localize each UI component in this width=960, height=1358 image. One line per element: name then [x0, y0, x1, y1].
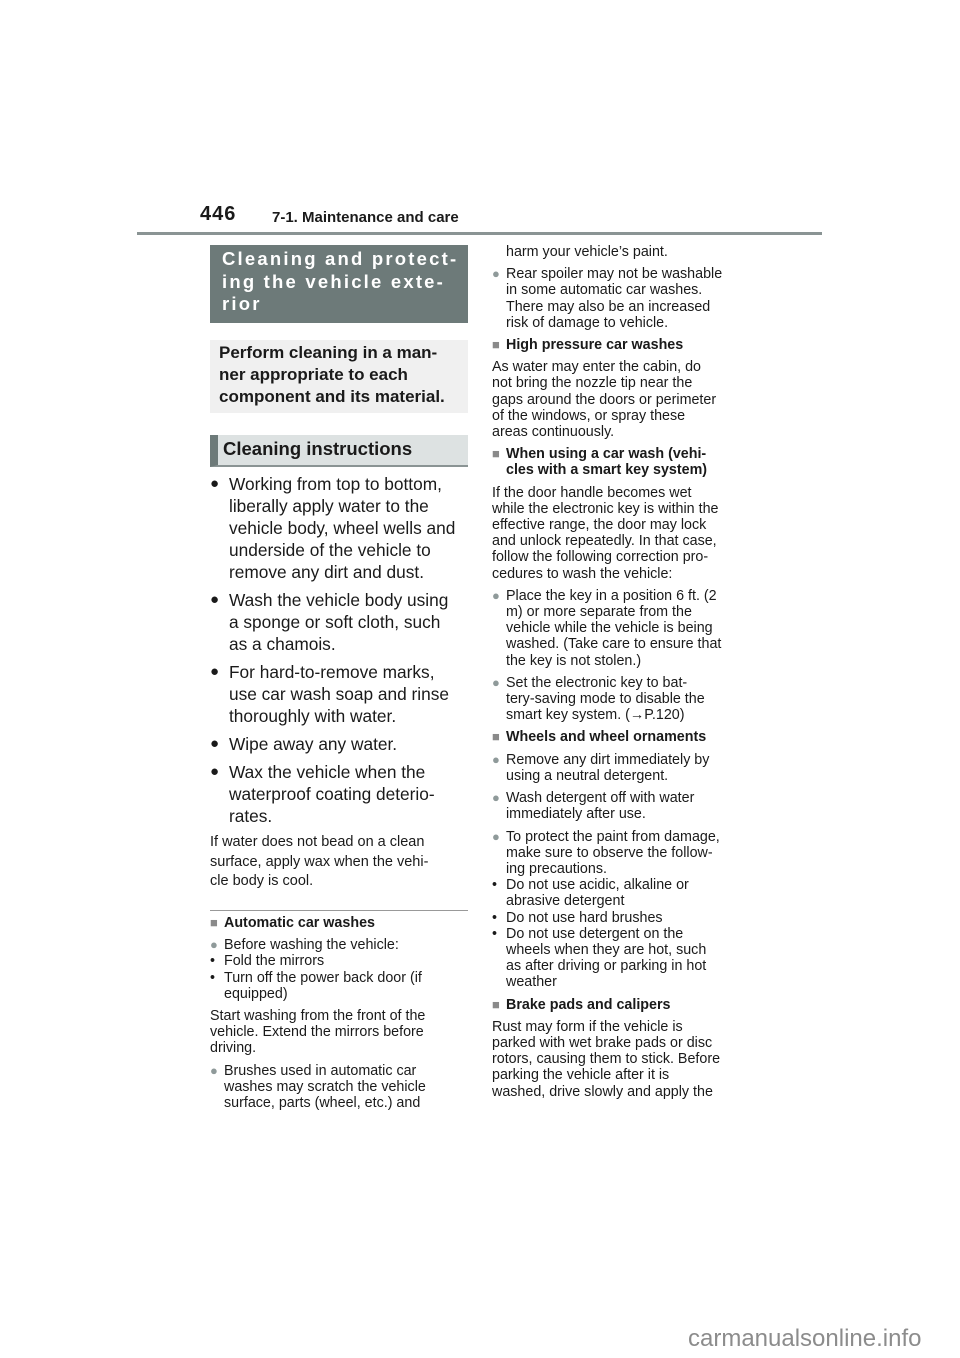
subheading-wheels: ■ Wheels and wheel ornaments — [492, 729, 707, 746]
page-reference-link: Set the electronic key to bat- tery-saving mode to disable the smart key system. (→P.120) — [506, 674, 705, 724]
dot-icon: • — [492, 877, 498, 894]
subheading-automatic-car-washes: ■ Automatic car washes — [210, 915, 375, 931]
paragraph: If the door handle becomes wet while the electronic key is within the effective range, the door may lock and unlock repeatedly. In that case, follow the following correction pro- cedures to wash the vehicle: — [492, 484, 719, 582]
dot-icon: • — [210, 953, 216, 970]
bullet-icon: ● — [210, 937, 218, 953]
left-column-body — [210, 915, 472, 1117]
bullet-icon: ● — [210, 663, 220, 680]
square-icon: ■ — [492, 446, 500, 462]
list-item: ● Wash detergent off with water immediately after use. — [492, 790, 695, 823]
bullet-icon: ● — [210, 1062, 218, 1078]
list-item: ● Brushes used in automatic car washes may scratch the vehicle surface, parts (wheel, etc.) and — [210, 1062, 426, 1112]
bullet-icon: ● — [492, 828, 500, 844]
page-number: 446 — [200, 203, 237, 225]
subheading-high-pressure: ■ High pressure car washes — [492, 337, 684, 354]
square-icon: ■ — [210, 915, 218, 930]
list-item: ● To protect the paint from damage, make sure to observe the follow- ing precautions. — [492, 828, 720, 877]
square-icon: ■ — [492, 996, 500, 1012]
dash-item: • Fold the mirrors — [210, 953, 325, 970]
dot-icon: • — [492, 925, 498, 942]
list-item: ● Wash the vehicle body using a sponge or soft cloth, such as a chamois. — [210, 590, 449, 654]
bullet-icon: ● — [492, 674, 500, 690]
bullet-icon: ● — [492, 587, 500, 603]
header-rule — [137, 232, 822, 235]
bullet-icon: ● — [210, 735, 220, 752]
bullet-icon: ● — [492, 751, 500, 767]
list-item: ● Rear spoiler may not be washable in some automatic car washes. There may also be an increased risk of damage to vehicle. — [492, 266, 723, 331]
bullet-icon: ● — [210, 591, 220, 608]
bullet-icon: ● — [492, 790, 500, 806]
list-item: ● Remove any dirt immediately by using a neutral detergent. — [492, 751, 710, 784]
list-item: ● Wipe away any water. — [210, 734, 398, 754]
list-item — [492, 675, 754, 724]
subheading-smart-key: ■ When using a car wash (vehi- cles with a smart key system) — [492, 446, 708, 479]
paragraph: harm your vehicle’s paint. — [506, 244, 668, 260]
intro-box: Perform cleaning in a man- ner appropriate to each component and its material. — [210, 340, 468, 413]
dash-item: • Do not use detergent on the wheels when they are hot, such as after driving or parking in hot weather — [492, 925, 707, 991]
wax-note: If water does not bead on a clean surface, apply wax when the vehi- cle body is cool. — [210, 834, 429, 889]
list-item: ● Place the key in a position 6 ft. (2 m) or more separate from the vehicle while the vehicle is being washed. (Take care to ensure that the key is not stolen.) — [492, 587, 722, 669]
right-column-body — [492, 244, 754, 1106]
square-icon: ■ — [492, 337, 500, 353]
paragraph: Start washing from the front of the vehicle. Extend the mirrors before driving. — [210, 1008, 426, 1057]
subheading-brake-pads: ■ Brake pads and calipers — [492, 996, 671, 1013]
paragraph: As water may enter the cabin, do not bring the nozzle tip near the gaps around the doors or perimeter of the windows, or spray these areas continuously. — [492, 359, 717, 441]
list-item: ● Working from top to bottom, liberally apply water to the vehicle body, wheel wells and underside of the vehicle to remove any dirt and dust. — [210, 474, 456, 582]
square-icon: ■ — [492, 729, 500, 745]
dot-icon: • — [492, 909, 498, 926]
list-item: ● Wax the vehicle when the waterproof coating deterio- rates. — [210, 762, 435, 826]
watermark: carmanualsonline.info — [688, 1325, 922, 1352]
page-title: Cleaning and protect- ing the vehicle exte- rior — [210, 245, 468, 323]
dash-item: • Turn off the power back door (if equipped) — [210, 969, 422, 1002]
instruction-list — [210, 473, 470, 833]
bullet-icon: ● — [210, 763, 220, 780]
dot-icon: • — [210, 969, 216, 986]
dash-item: • Do not use acidic, alkaline or abrasive detergent — [492, 877, 689, 910]
bullet-icon: ● — [492, 266, 500, 282]
list-item: ● Before washing the vehicle: — [210, 937, 399, 954]
dash-item: • Do not use hard brushes — [492, 909, 663, 926]
section-title: 7-1. Maintenance and care — [272, 209, 459, 226]
bullet-icon: ● — [210, 475, 220, 492]
divider — [210, 910, 468, 911]
paragraph: Rust may form if the vehicle is parked with wet brake pads or disc rotors, causing them to stick. Before parking the vehicle after it is washed, drive slowly and apply the — [492, 1018, 721, 1100]
list-item: ● For hard-to-remove marks, use car wash soap and rinse thoroughly with water. — [210, 662, 449, 726]
section-heading: Cleaning instructions — [210, 435, 468, 467]
